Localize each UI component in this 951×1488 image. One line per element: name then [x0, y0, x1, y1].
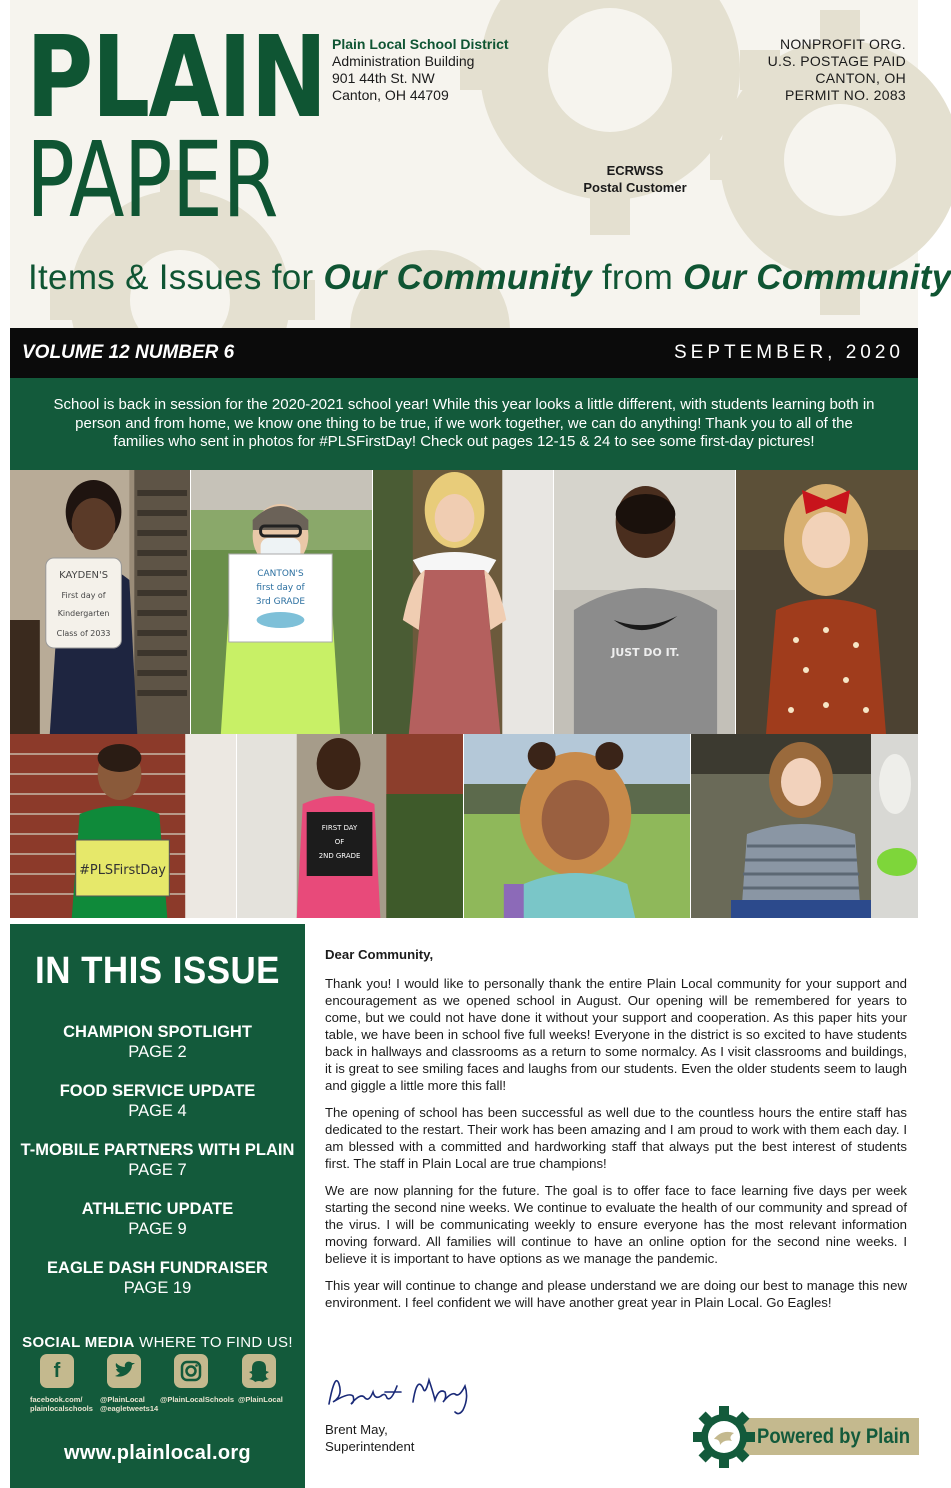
- issue-list: [10, 1022, 305, 1317]
- intro-text: School is back in session for the 2020-2021 school year! While this year looks a little different, with students learning both in person and from home, we know one thing to be true, if we work together, we can do anything! Thank you to all of the families who sent in photos for #PLSFirstDay! Check out pages 12-15 & 24 to see some first-day pictures!: [10, 378, 918, 470]
- issue-item-name: FOOD SERVICE UPDATE: [59, 1082, 256, 1100]
- student-photo: [736, 470, 918, 734]
- masthead-title-plain: PLAIN: [26, 13, 326, 143]
- issue-item-name: T-MOBILE PARTNERS WITH PLAIN: [20, 1141, 295, 1159]
- district-building: Administration Building: [332, 53, 475, 69]
- sign-text: #PLSFirstDay: [79, 862, 166, 879]
- student-photo: [191, 470, 373, 734]
- in-this-issue-title: IN THIS ISSUE: [35, 950, 280, 992]
- district-address: [332, 36, 509, 104]
- issue-item-name: EAGLE DASH FUNDRAISER: [47, 1259, 268, 1277]
- letter-greeting: Dear Community,: [325, 947, 434, 962]
- powered-by-plain-logo: [693, 1406, 919, 1468]
- twitter-handle-line: @eagletweets14: [100, 1404, 159, 1413]
- social-media-heading: [10, 1334, 305, 1351]
- letter-paragraph: We are now planning for the future. The goal is to offer face to face learning five days per week starting the second nine weeks. We continue to evaluate the health of our community and spread of the virus. I will be communicating weekly to ensure everyone has the most relevant information moving forward. All families will continue to have an online option for the second nine weeks. I believe it is important to have options as we manage the pandemic.: [325, 1183, 907, 1266]
- powered-by-plain-text: Powered by Plain: [757, 1425, 911, 1448]
- facebook-handle-line: plainlocalschools: [30, 1404, 93, 1413]
- tagline: [28, 258, 951, 298]
- facebook-handle-line: facebook.com/: [30, 1395, 83, 1404]
- social-handles: [30, 1395, 292, 1419]
- facebook-handle[interactable]: [30, 1395, 93, 1413]
- district-street: 901 44th St. NW: [332, 70, 435, 86]
- ecrwss-label: [570, 162, 700, 196]
- tagline-part: from: [591, 258, 684, 297]
- photo-collage-row-2: [10, 734, 918, 918]
- issue-item: [10, 1199, 305, 1258]
- social-media-label: SOCIAL MEDIA: [22, 1334, 135, 1351]
- tagline-part: Items & Issues for: [28, 258, 324, 297]
- issue-item: [10, 1022, 305, 1081]
- sign-text: KAYDEN'S: [59, 569, 109, 582]
- issue-item-page: PAGE 7: [128, 1161, 187, 1179]
- issue-item-page: PAGE 4: [128, 1102, 187, 1120]
- facebook-icon[interactable]: f: [40, 1354, 74, 1388]
- letter-signer: [325, 1421, 414, 1455]
- sign-text: first day of: [256, 582, 305, 594]
- signature-image: [325, 1362, 485, 1418]
- sign-text: 3rd GRADE: [255, 596, 306, 608]
- postal-customer-line: Postal Customer: [583, 180, 687, 195]
- postage-line: PERMIT NO. 2083: [785, 87, 906, 103]
- student-photo: [373, 470, 554, 734]
- letter-paragraph: Thank you! I would like to personally thank the entire Plain Local community for your support and encouragement as we opened school in August. Our opening will be remembered for years to come, but we could not have done it without your support and cooperation. As this paper hits your table, we have been in school five full weeks! Everyone in the district is so excited to have students back in hallways and classrooms as a return to some normalcy. As I visit classrooms and buildings, it is great to see smiling faces and laughs from our students. Even the older students seem to laugh and giggle a little more this fall!: [325, 976, 907, 1093]
- tagline-bold: Our Community: [323, 258, 592, 297]
- social-icons: [40, 1354, 280, 1390]
- issue-item-page: PAGE 2: [128, 1043, 187, 1061]
- issue-item-name: CHAMPION SPOTLIGHT: [63, 1023, 252, 1041]
- student-photo: [10, 734, 237, 918]
- sign-text: Kindergarten: [57, 608, 110, 619]
- student-photo: [554, 470, 736, 734]
- district-city: Canton, OH 44709: [332, 87, 449, 103]
- issue-item-name: ATHLETIC UPDATE: [81, 1200, 234, 1218]
- postage-indicia: [768, 36, 906, 104]
- masthead: [10, 0, 951, 328]
- student-photo: [464, 734, 691, 918]
- student-photo: [237, 734, 464, 918]
- issue-item: [10, 1081, 305, 1140]
- ecrwss-line: ECRWSS: [606, 163, 664, 178]
- volume-bar: [10, 328, 918, 378]
- issue-item: [10, 1258, 305, 1317]
- sign-text: Class of 2033: [56, 628, 111, 639]
- issue-item-page: PAGE 9: [128, 1220, 187, 1238]
- district-name: Plain Local School District: [332, 36, 509, 52]
- masthead-title-paper: PAPER: [26, 119, 278, 241]
- twitter-handle-line: @PlainLocal: [100, 1395, 145, 1404]
- issue-item-page: PAGE 19: [123, 1279, 192, 1297]
- twitter-handle[interactable]: [100, 1395, 158, 1413]
- superintendent-letter: [325, 946, 907, 1321]
- in-this-issue-panel: [10, 924, 305, 1488]
- snapchat-icon[interactable]: [242, 1354, 276, 1388]
- postage-line: CANTON, OH: [815, 70, 906, 86]
- student-photo: [691, 734, 918, 918]
- letter-paragraph: This year will continue to change and please understand we are doing our best to manage this new environment. I feel confident we will have another great year in Plain Local. Go Eagles!: [325, 1278, 907, 1310]
- sign-text: 2ND GRADE: [318, 851, 361, 861]
- letter-paragraph: The opening of school has been successful as well due to the countless hours the entire staff has dedicated to the restart. Their work has been amazing and I am proud to work with them each day. I am blessed with a committed and hardworking staff that always put the best interest of students first. The staff in Plain Local are true champions!: [325, 1105, 907, 1171]
- postage-line: U.S. POSTAGE PAID: [767, 53, 906, 69]
- instagram-handle[interactable]: @PlainLocalSchools: [160, 1395, 234, 1404]
- sign-text: CANTON'S: [257, 568, 304, 580]
- website-link[interactable]: www.plainlocal.org: [64, 1442, 251, 1464]
- issue-date: SEPTEMBER, 2020: [673, 342, 904, 363]
- volume-number: VOLUME 12 NUMBER 6: [22, 342, 235, 363]
- sign-text: First day of: [61, 590, 106, 601]
- student-photo: [10, 470, 191, 734]
- signer-name: Brent May,: [325, 1422, 388, 1437]
- sign-text: FIRST DAY: [321, 823, 358, 833]
- instagram-icon[interactable]: [174, 1354, 208, 1388]
- photo-collage-row-1: [10, 470, 918, 734]
- issue-item: [10, 1140, 305, 1199]
- snapchat-handle[interactable]: @PlainLocal: [238, 1395, 283, 1404]
- tagline-bold: Our Community: [683, 258, 951, 297]
- social-media-subtitle: WHERE TO FIND US!: [134, 1334, 293, 1351]
- twitter-icon[interactable]: [107, 1354, 141, 1388]
- shirt-text: JUST DO IT.: [611, 645, 680, 660]
- sign-text: OF: [334, 837, 345, 847]
- signer-title: Superintendent: [325, 1439, 415, 1454]
- postage-line: NONPROFIT ORG.: [779, 36, 906, 52]
- gear-eagle-icon: [693, 1406, 755, 1468]
